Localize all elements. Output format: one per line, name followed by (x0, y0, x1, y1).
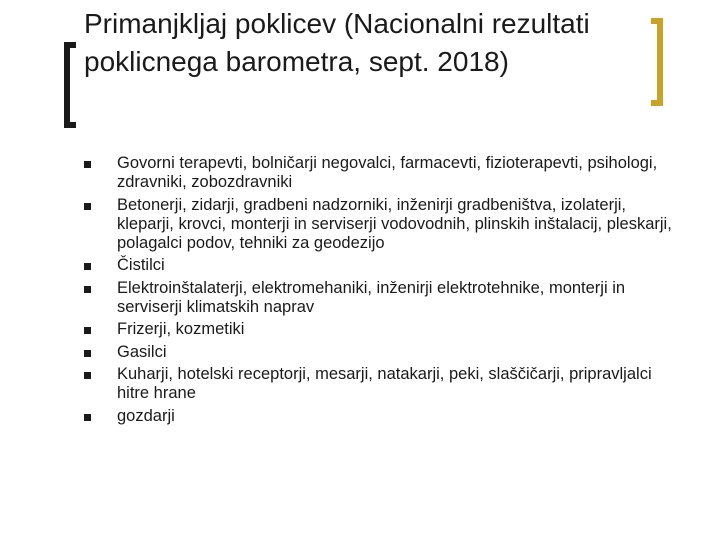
list-item (84, 279, 674, 317)
list-item (84, 365, 674, 403)
square-bullet-icon (84, 286, 91, 293)
bullet-list (84, 154, 674, 429)
list-item-text: Čistilci (117, 256, 165, 274)
right-bracket-decoration (651, 18, 663, 106)
list-item-text: gozdarji (117, 406, 175, 425)
list-item-text: Govorni terapevti, bolničarji negovalci, farmacevti, fizioterapevti, psihologi, zdravniki, zobozdravniki (117, 154, 658, 191)
list-item-text: Frizerji, kozmetiki (117, 320, 245, 338)
list-item (84, 154, 674, 192)
list-item (84, 407, 674, 426)
list-item (84, 343, 674, 362)
square-bullet-icon (84, 327, 91, 334)
slide-title: Primanjkljaj poklicev (Nacionalni rezultati poklicnega barometra, sept. 2018) (84, 8, 590, 77)
list-item (84, 320, 674, 339)
square-bullet-icon (84, 203, 91, 210)
square-bullet-icon (84, 161, 91, 168)
list-item (84, 256, 674, 275)
left-bracket-decoration (64, 42, 76, 128)
list-item (84, 196, 674, 253)
list-item-text: Elektroinštalaterji, elektromehaniki, inženirji elektrotehnike, monterji in serviserji klimatskih naprav (117, 278, 626, 316)
square-bullet-icon (84, 414, 91, 421)
list-item-text: Kuharji, hotelski receptorji, mesarji, natakarji, peki, slaščičarji, pripravljalci hitre hrane (117, 365, 652, 402)
list-item-text: Gasilci (117, 342, 167, 361)
list-item-text: Betonerji, zidarji, gradbeni nadzorniki, inženirji gradbeništva, izolaterji, kleparji, krovci, monterji in serviserji vodovodnih, plinskih inštalacij, pleskarji, polagalci podov, tehniki za geodezijo (117, 195, 672, 252)
square-bullet-icon (84, 263, 91, 270)
square-bullet-icon (84, 350, 91, 357)
square-bullet-icon (84, 372, 91, 379)
